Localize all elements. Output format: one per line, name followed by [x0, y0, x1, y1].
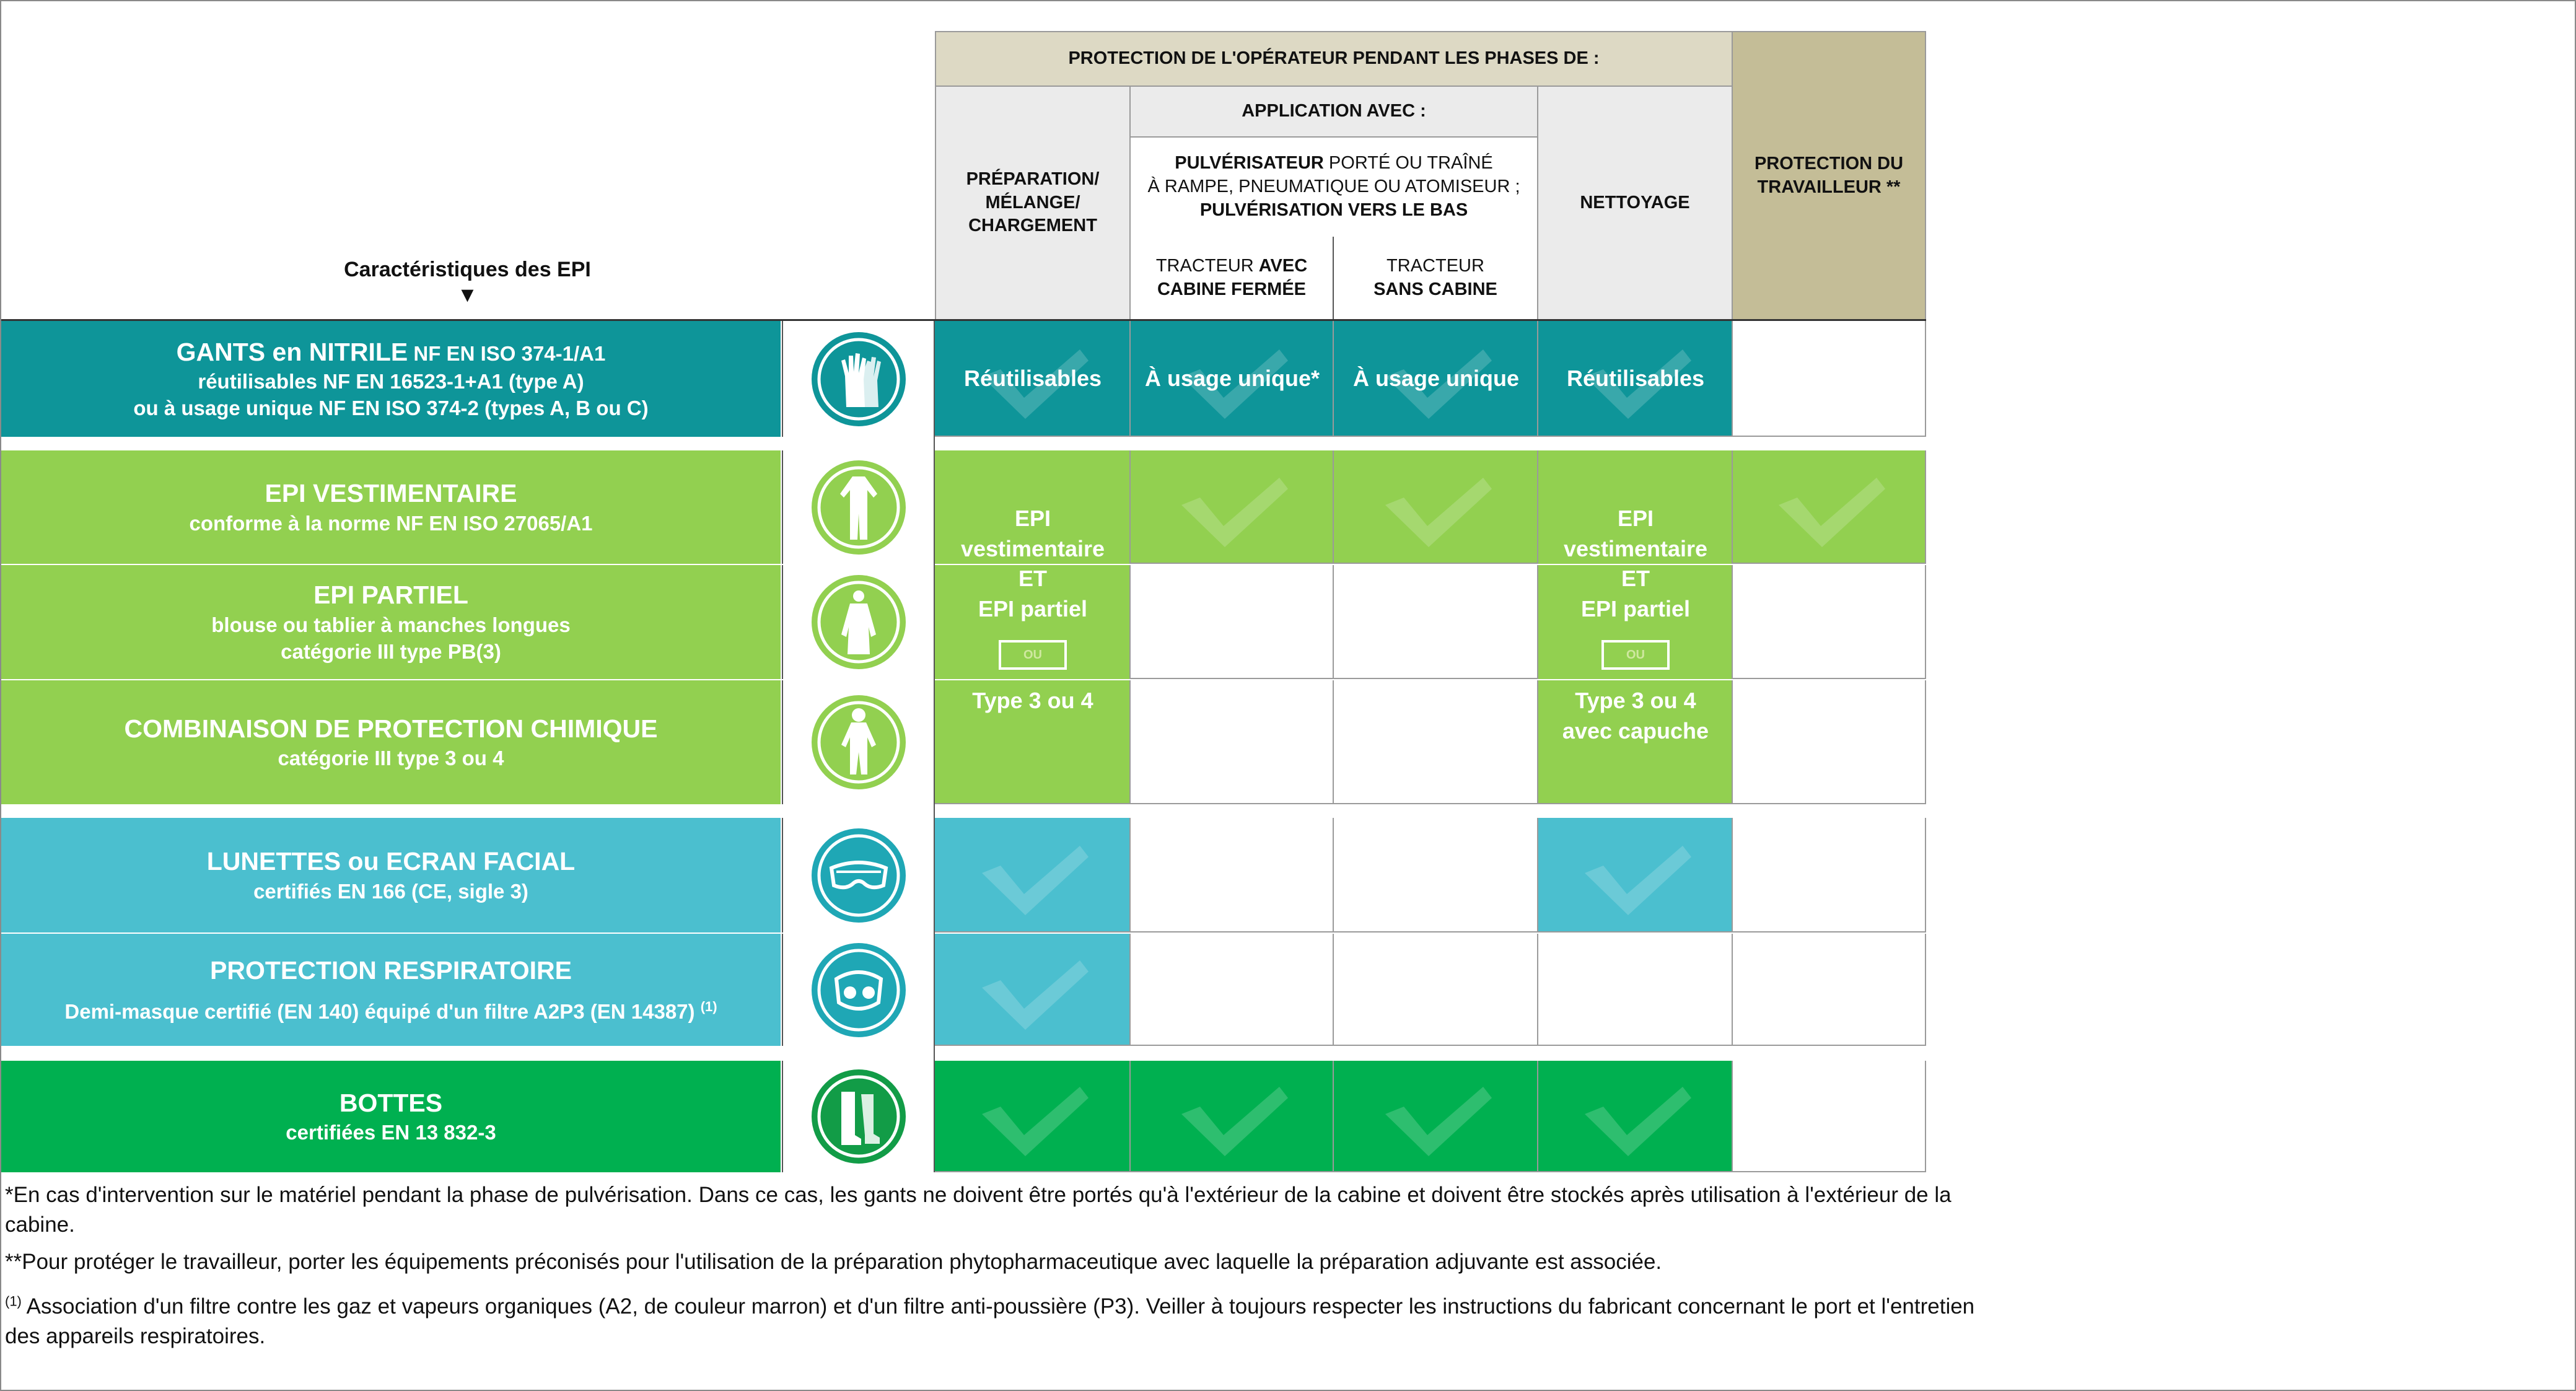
grid-cell [1131, 680, 1334, 804]
gants-title: GANTS en NITRILE [176, 337, 408, 366]
gants-preparation-text [935, 321, 1131, 437]
hooded-suit-icon [809, 693, 908, 792]
preparation-line2: MÉLANGE/ [985, 192, 1080, 213]
gants-line3: ou à usage unique NF EN ISO 374-2 (types A, B ou C) [133, 397, 649, 420]
lunettes-title: LUNETTES ou ECRAN FACIAL [206, 847, 576, 876]
row-respiratoire-icon-cell [782, 934, 934, 1046]
respiratoire-title: PROTECTION RESPIRATOIRE [210, 955, 572, 985]
check-watermark-icon [1170, 1076, 1294, 1162]
row-bottes-icon-cell [782, 1061, 934, 1172]
travailleur-line1: PROTECTION DU [1754, 153, 1904, 173]
tracteur-sans-text: TRACTEUR [1387, 255, 1484, 276]
partiel-line2: blouse ou tablier à manches longues [211, 613, 571, 636]
check-watermark-icon [1768, 467, 1891, 553]
check-watermark-icon [971, 835, 1095, 921]
check-watermark-icon [971, 1076, 1095, 1162]
gants-tracteur-avec-text [1131, 321, 1334, 437]
tracteur-sans-bold: SANS CABINE [1373, 279, 1497, 299]
epi-line2-n: vestimentaire [1563, 535, 1708, 561]
check-watermark-icon [1170, 467, 1294, 553]
epi-line1-n: EPI [1617, 506, 1654, 531]
protection-operateur-label: PROTECTION DE L'OPÉRATEUR PENDANT LES PHASES DE : [1068, 48, 1600, 69]
grid-cell [1131, 565, 1334, 679]
epi-line2: vestimentaire [960, 535, 1105, 561]
apron-icon [809, 573, 908, 672]
type34-capuche-line2: avec capuche [1562, 717, 1709, 744]
caracteristiques-label: Caractéristiques des EPI [344, 258, 591, 282]
lunettes-line2: certifiés EN 166 (CE, sigle 3) [253, 879, 528, 903]
check-watermark-icon [1574, 1076, 1698, 1162]
respiratoire-line2: Demi-masque certifié (EN 140) équipé d'un filtre A2P3 (EN 14387) [64, 1000, 701, 1024]
check-watermark-icon [1574, 835, 1698, 921]
tracteur-avec-line2: CABINE FERMÉE [1157, 279, 1307, 299]
pulverisateur-line3: PULVÉRISATION VERS LE BAS [1199, 200, 1468, 220]
row-respiratoire-label [1, 934, 781, 1046]
row-partiel-label [1, 565, 781, 679]
header-nettoyage [1538, 87, 1733, 320]
ou-badge: OU [999, 640, 1067, 670]
row-combinaison-icon-cell [782, 680, 934, 804]
grid-cell [1733, 565, 1926, 679]
travailleur-line2: TRAVAILLEUR ** [1757, 177, 1901, 197]
header-tracteur-sans [1334, 237, 1538, 320]
reutilisables-label: Réutilisables [963, 366, 1102, 392]
gloves-icon [809, 330, 908, 429]
type34-capuche-line1: Type 3 ou 4 [1575, 688, 1696, 714]
respiratoire-sup: (1) [700, 999, 717, 1015]
row-bottes-label [1, 1061, 781, 1172]
row-partiel-icon-cell [782, 565, 934, 679]
grid-cell [1538, 934, 1733, 1046]
header-caracteristiques [1, 31, 934, 319]
gants-title-std: NF EN ISO 374-1/A1 [408, 341, 606, 365]
grid-cell [1733, 680, 1926, 804]
row-lunettes-icon-cell [782, 818, 934, 932]
boots-icon [809, 1067, 908, 1166]
footnote-2: **Pour protéger le travailleur, porter les équipements préconisés pour l'utilisation de la préparation phytopharmaceutique avec laquelle la préparation adjuvante est associée. [5, 1250, 1662, 1274]
usage-unique-label: À usage unique [1352, 366, 1520, 392]
goggles-icon [809, 826, 908, 925]
grid-cell [1131, 818, 1334, 932]
header-pulverisateur [1131, 138, 1538, 237]
footnote-3-text: Association d'un filtre contre les gaz et vapeurs organiques (A2, de couleur marron) et d'un filtre anti-poussière (P3). Veiller à toujours respecter les instructions du fabricant concernant le port et l'entretien des appareils respiratoires. [5, 1294, 1975, 1348]
header-application-avec [1131, 87, 1538, 138]
grid-cell [1334, 934, 1538, 1046]
pulverisateur-line2: À RAMPE, PNEUMATIQUE OU ATOMISEUR ; [1147, 177, 1520, 197]
gants-line2: réutilisables NF EN 16523-1+A1 (type A) [198, 370, 584, 393]
usage-unique-star-label: À usage unique* [1144, 366, 1320, 392]
pulverisateur-bold: PULVÉRISATEUR [1175, 153, 1324, 173]
epi-line4: EPI partiel [978, 595, 1088, 621]
header-tracteur-avec [1131, 237, 1334, 320]
pulverisateur-text: PORTÉ OU TRAÎNÉ [1323, 153, 1493, 173]
row-vestimentaire-icon-cell [782, 450, 934, 564]
check-watermark-icon [1374, 467, 1498, 553]
grid-cell [1733, 934, 1926, 1046]
type34-label: Type 3 ou 4 [972, 688, 1093, 714]
combinaison-line2: catégorie III type 3 ou 4 [278, 747, 504, 770]
row-lunettes-label [1, 818, 781, 932]
epi-line3: ET [1018, 566, 1047, 592]
gants-tracteur-sans-text [1334, 321, 1538, 437]
footnote-1: *En cas d'intervention sur le matériel pendant la phase de pulvérisation. Dans ce cas, les gants ne doivent être portés qu'à l'extérieur de la cabine et doivent être stockés après utilisation à l'extérieur de la cabine. [5, 1183, 1952, 1237]
nettoyage-epi-text [1538, 450, 1733, 804]
gants-nettoyage-text [1538, 321, 1733, 437]
row-vestimentaire-label [1, 450, 781, 564]
down-arrow-icon: ▼ [457, 283, 478, 307]
preparation-line1: PRÉPARATION/ [966, 169, 1100, 189]
preparation-epi-text [935, 450, 1131, 804]
combinaison-title: COMBINAISON DE PROTECTION CHIMIQUE [124, 714, 658, 743]
ou-badge-n: OU [1601, 640, 1670, 670]
row-gants-icon-cell [782, 321, 934, 437]
grid-cell [1733, 321, 1926, 437]
check-watermark-icon [1374, 1076, 1498, 1162]
partiel-title: EPI PARTIEL [313, 581, 468, 610]
preparation-line3: CHARGEMENT [968, 216, 1097, 236]
footnote-3-sup: (1) [5, 1293, 22, 1309]
epi-line3-n: ET [1621, 566, 1650, 592]
half-mask-icon [809, 941, 908, 1040]
vestimentaire-title: EPI VESTIMENTAIRE [265, 479, 517, 508]
nettoyage-label: NETTOYAGE [1580, 192, 1690, 213]
header-protection-operateur [935, 31, 1733, 87]
footnote-3 [5, 1292, 1975, 1351]
tracteur-avec-text: TRACTEUR [1155, 255, 1259, 276]
header-travailleur [1733, 31, 1926, 320]
check-watermark-icon [971, 949, 1095, 1036]
tracteur-avec-bold: AVEC [1258, 255, 1308, 276]
grid-cell [1733, 1061, 1926, 1172]
application-avec-label: APPLICATION AVEC : [1242, 101, 1426, 121]
grid-cell [1334, 680, 1538, 804]
epi-line4-n: EPI partiel [1580, 595, 1691, 621]
row-combinaison-label [1, 680, 781, 804]
epi-line1: EPI [1014, 506, 1051, 531]
grid-cell [1334, 565, 1538, 679]
header-preparation [935, 87, 1131, 320]
partiel-line3: catégorie III type PB(3) [281, 639, 501, 663]
grid-cell [1334, 818, 1538, 932]
row-gants-label [1, 321, 781, 437]
grid-cell [1733, 818, 1926, 932]
bottes-line2: certifiées EN 13 832-3 [286, 1121, 496, 1144]
coverall-icon [809, 458, 908, 557]
grid-cell [1131, 934, 1334, 1046]
bottes-title: BOTTES [339, 1088, 443, 1117]
vestimentaire-line2: conforme à la norme NF EN ISO 27065/A1 [189, 511, 593, 535]
reutilisables-label-2: Réutilisables [1566, 366, 1705, 392]
